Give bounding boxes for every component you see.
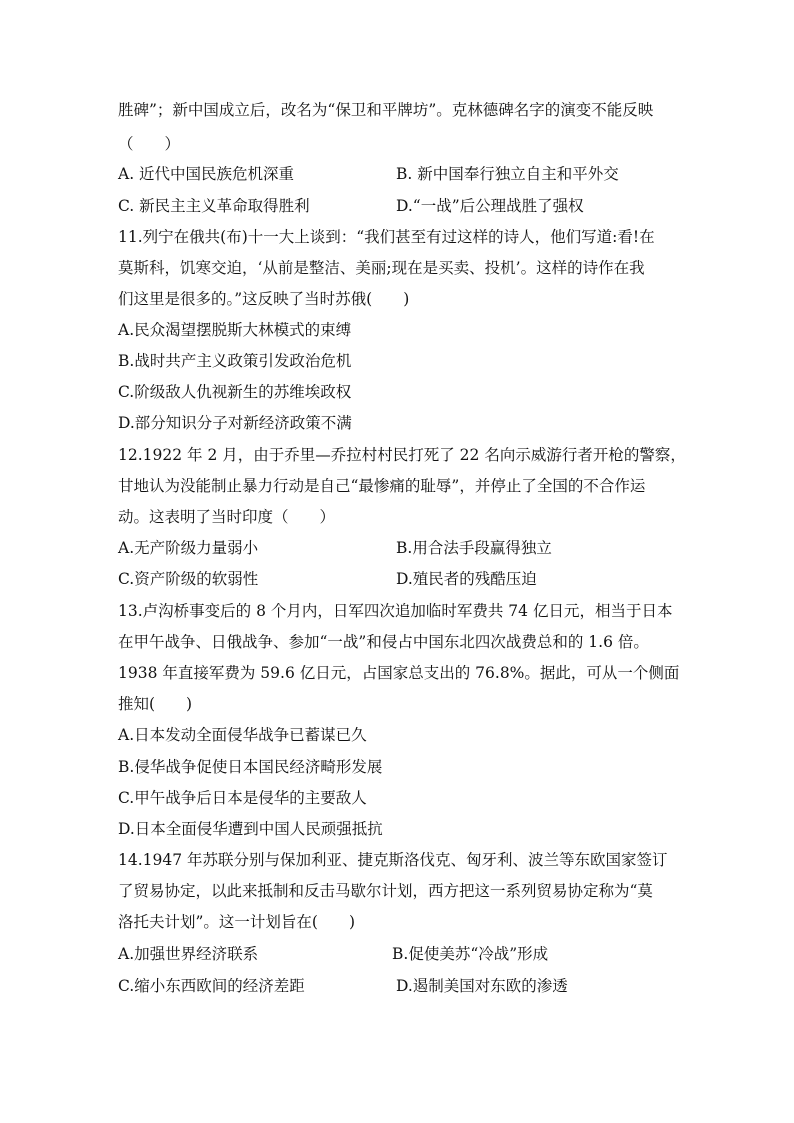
q10-answer-blank: （ ） (118, 135, 181, 153)
q11-stem-line: 们这里是很多的。”这反映了当时苏俄( ) (118, 290, 410, 308)
q14-stem-line: 洛托夫计划”。这一计划旨在( ) (118, 913, 356, 931)
q11-option-c: C.阶级敌人仇视新生的苏维埃政权 (118, 383, 352, 401)
q13-option-c: C.甲午战争后日本是侵华的主要敌人 (118, 789, 367, 807)
q10-option-d: D.“一战”后公理战胜了强权 (396, 197, 584, 215)
q13-stem-line: 1938 年直接军费为 59.6 亿日元，占国家总支出的 76.8%。据此，可从一个侧面 (118, 664, 680, 682)
q13-option-a: A.日本发动全面侵华战争已蓄谋已久 (118, 726, 367, 744)
q13-option-d: D.日本全面侵华遭到中国人民顽强抵抗 (118, 820, 383, 838)
q11-option-d: D.部分知识分子对新经济政策不满 (118, 414, 352, 432)
q11-option-b: B.战时共产主义政策引发政治危机 (118, 352, 352, 370)
q13-stem-line: 在甲午战争、日俄战争、参加“一战”和侵占中国东北四次战费总和的 1.6 倍。 (118, 633, 649, 651)
q14-option-c: C.缩小东西欧间的经济差距 (118, 977, 305, 995)
q10-text-line: 胜碑”；新中国成立后，改名为“保卫和平牌坊”。克林德碑名字的演变不能反映 (118, 101, 654, 119)
q12-option-d: D.殖民者的残酷压迫 (396, 570, 537, 588)
q13-stem-line: 13.卢沟桥事变后的 8 个月内，日军四次追加临时军费共 74 亿日元，相当于日本 (118, 602, 673, 620)
q11-stem-line: 莫斯科，饥寒交迫，‘从前是整洁、美丽;现在是买卖、投机’。这样的诗作在我 (118, 259, 645, 277)
q10-option-b: B. 新中国奉行独立自主和平外交 (396, 165, 619, 183)
q13-stem-line: 推知( ) (118, 695, 193, 713)
q12-option-a: A.无产阶级力量弱小 (118, 539, 259, 557)
q12-stem-line: 动。这表明了当时印度（ ） (118, 508, 336, 526)
q14-option-d: D.遏制美国对东欧的渗透 (396, 977, 568, 995)
q12-option-b: B.用合法手段赢得独立 (396, 539, 552, 557)
q11-stem-line: 11.列宁在俄共(布)十一大上谈到：“我们甚至有过这样的诗人，他们写道:看!在 (118, 228, 655, 246)
q14-stem-line: 14.1947 年苏联分别与保加利亚、捷克斯洛伐克、匈牙利、波兰等东欧国家签订 (118, 851, 668, 869)
q11-option-a: A.民众渴望摆脱斯大林模式的束缚 (118, 321, 352, 339)
q10-option-c: C. 新民主主义革命取得胜利 (118, 197, 310, 215)
q14-option-b: B.促使美苏“冷战”形成 (392, 945, 549, 963)
q14-option-a: A.加强世界经济联系 (118, 945, 259, 963)
q10-option-a: A. 近代中国民族危机深重 (118, 165, 295, 183)
q14-stem-line: 了贸易协定，以此来抵制和反击马歇尔计划，西方把这一系列贸易协定称为“莫 (118, 882, 653, 900)
q12-option-c: C.资产阶级的软弱性 (118, 570, 259, 588)
q12-stem-line: 12.1922 年 2 月，由于乔里—乔拉村村民打死了 22 名向示威游行者开枪的警察， (118, 446, 686, 464)
q12-stem-line: 甘地认为没能制止暴力行动是自己“最惨痛的耻辱”，并停止了全国的不合作运 (118, 477, 646, 495)
q13-option-b: B.侵华战争促使日本国民经济畸形发展 (118, 758, 383, 776)
